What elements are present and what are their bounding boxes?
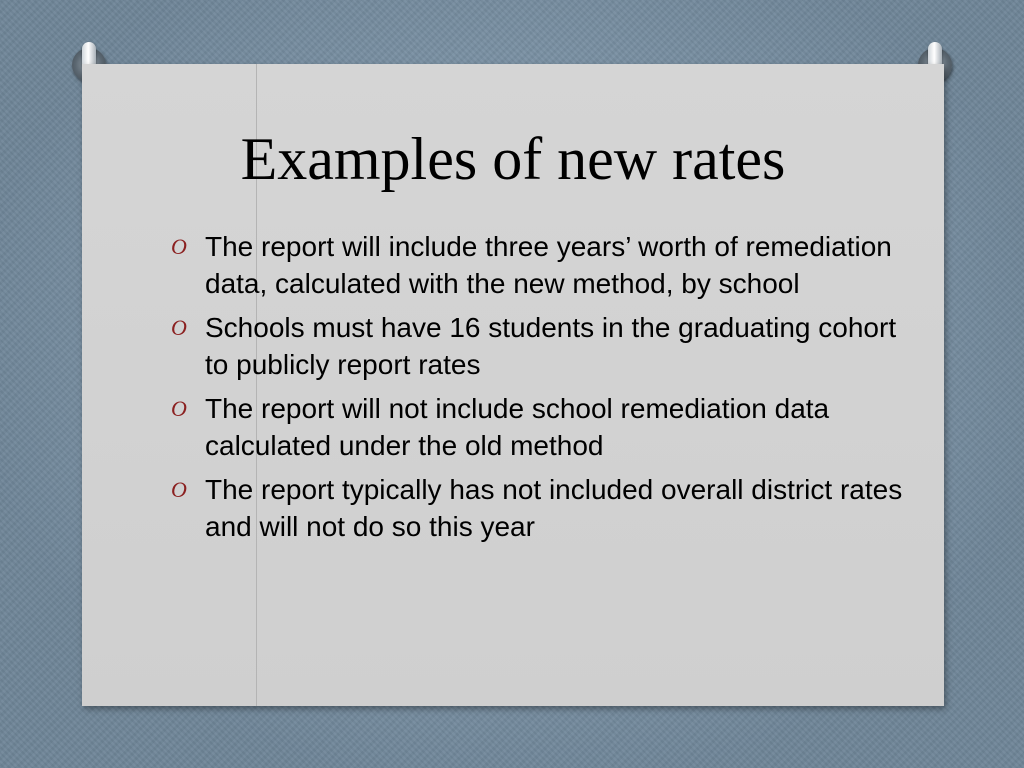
bullet-text: The report typically has not included overall district rates and will not do so this year <box>205 474 903 542</box>
slide-card <box>82 64 944 706</box>
bullet-marker-icon: O <box>171 396 187 421</box>
bullet-list <box>171 228 915 552</box>
bullet-item-3 <box>171 390 915 464</box>
bullet-item-2 <box>171 309 915 383</box>
bullet-item-4 <box>171 471 915 545</box>
bullet-text: The report will include three years’ worth of remediation data, calculated with the new method, by school <box>205 231 892 299</box>
bullet-item-1 <box>171 228 915 302</box>
bullet-text: The report will not include school remediation data calculated under the old method <box>205 393 830 461</box>
slide-title: Examples of new rates <box>240 126 786 192</box>
bullet-marker-icon: O <box>171 315 187 340</box>
bullet-marker-icon: O <box>171 234 187 259</box>
bullet-marker-icon: O <box>171 477 187 502</box>
bullet-text: Schools must have 16 students in the graduating cohort to publicly report rates <box>205 312 897 380</box>
